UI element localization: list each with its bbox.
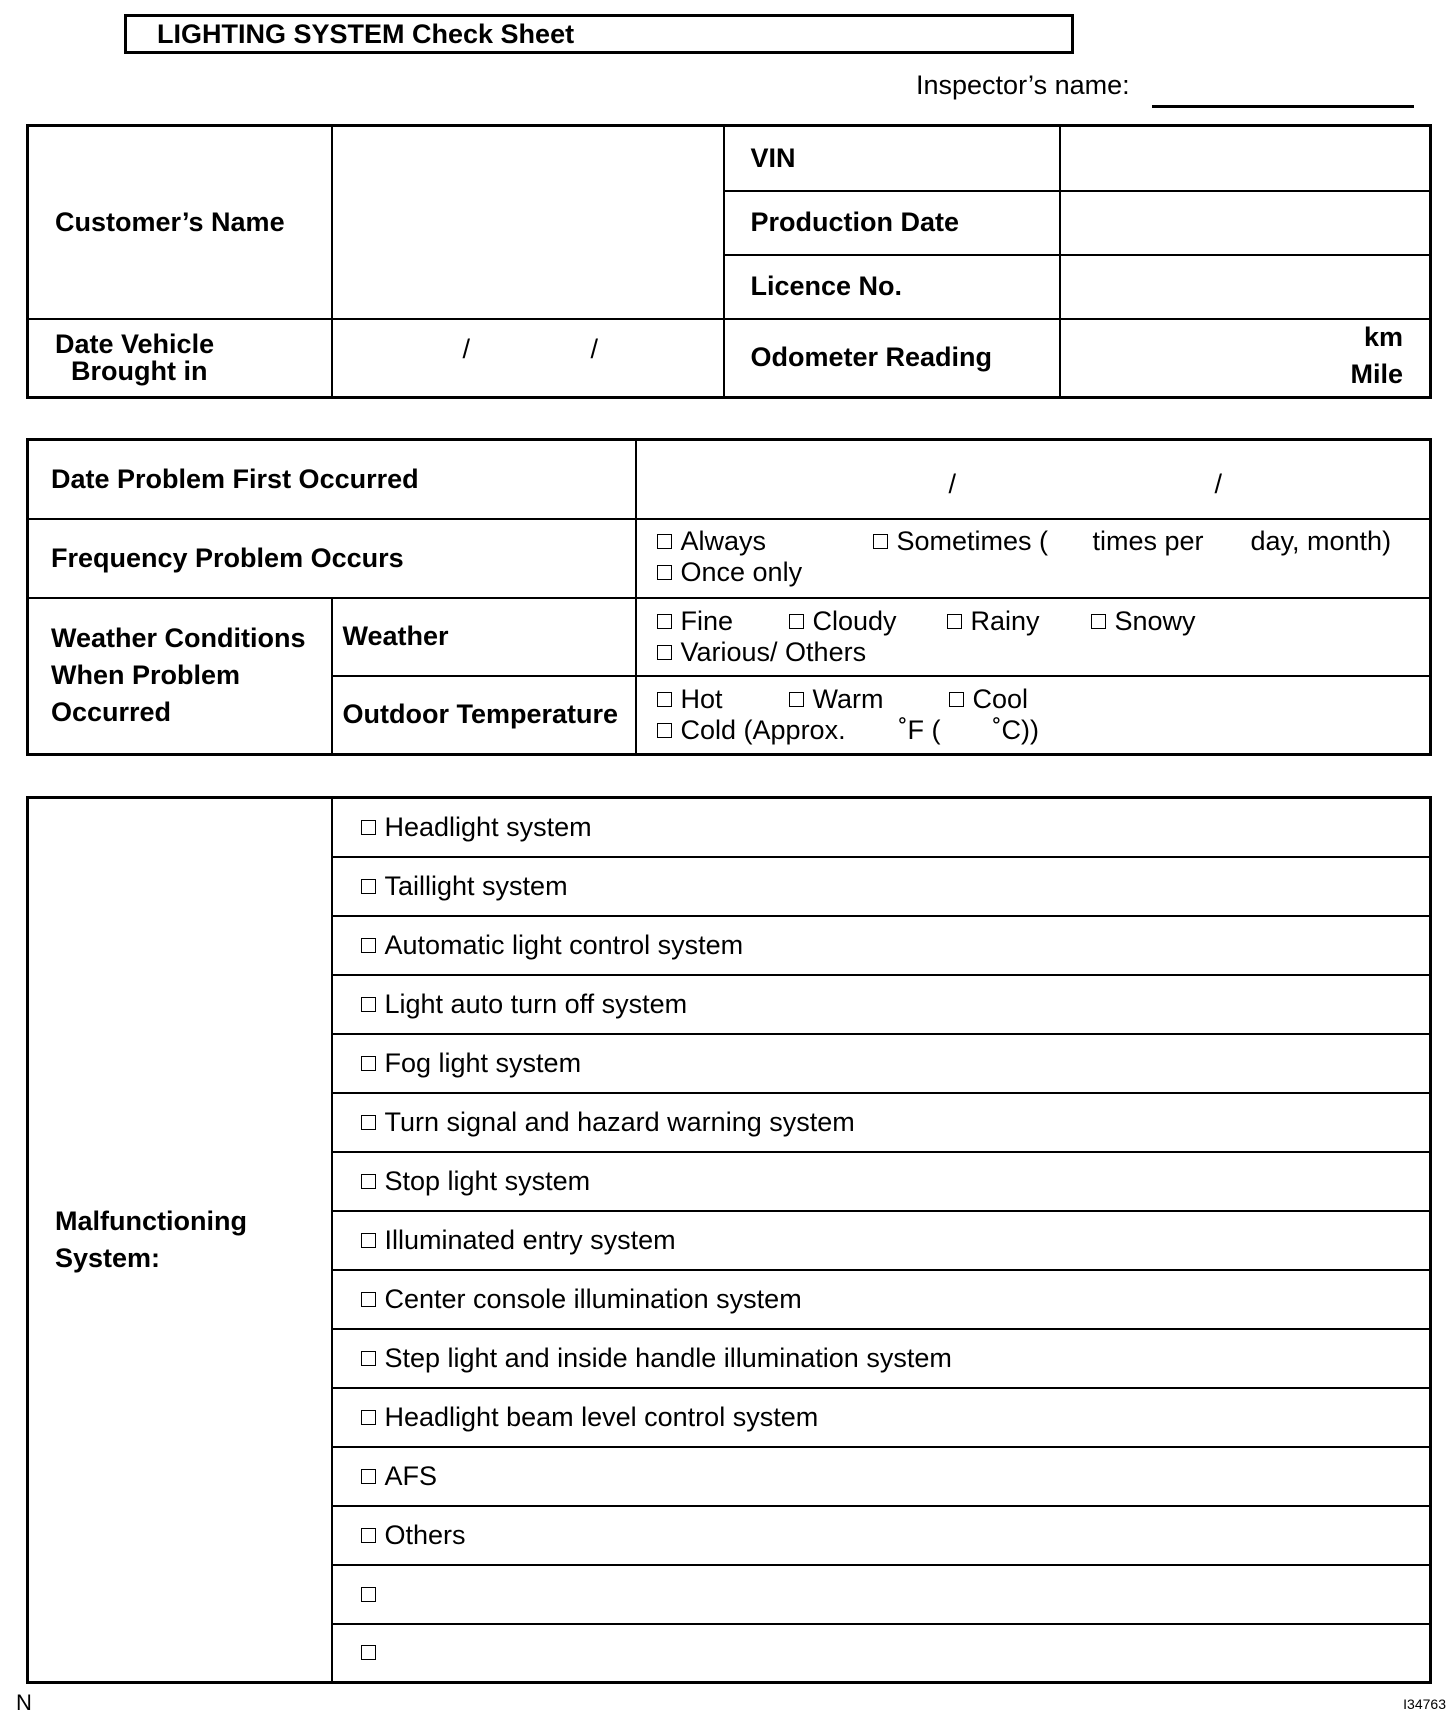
date-brought-in-label-line2: Brought in <box>71 355 208 386</box>
weather-options <box>636 598 1431 676</box>
date-separator: / <box>948 469 957 499</box>
malfunction-item[interactable] <box>332 1152 1431 1211</box>
unit-mile: Mile <box>1350 358 1403 389</box>
temp-cold-option[interactable] <box>657 715 846 746</box>
malfunction-item[interactable] <box>332 1329 1431 1388</box>
temp-hot-option[interactable] <box>657 684 723 715</box>
inspector-name-field[interactable] <box>1152 105 1414 108</box>
weather-rainy-option[interactable] <box>947 606 1040 637</box>
freq-once-label: Once only <box>680 556 803 587</box>
odometer-field[interactable] <box>1060 319 1431 398</box>
malfunction-item-label: AFS <box>384 1460 438 1491</box>
freq-always-label: Always <box>680 525 767 556</box>
malfunction-label-line1: Malfunctioning <box>55 1206 247 1236</box>
freq-sometimes-option[interactable] <box>873 526 1049 557</box>
malfunction-item-blank[interactable] <box>332 1565 1431 1624</box>
freq-day-month-label: day, month) <box>1250 525 1392 556</box>
malfunction-item[interactable] <box>332 1034 1431 1093</box>
weather-conditions-label-line1: Weather Conditions <box>51 623 306 654</box>
malfunction-item[interactable] <box>332 1506 1431 1565</box>
checkbox[interactable] <box>657 692 672 707</box>
weather-cloudy-label: Cloudy <box>812 605 897 636</box>
checkbox[interactable] <box>361 1528 376 1543</box>
malfunction-item-blank[interactable] <box>332 1624 1431 1683</box>
freq-always-option[interactable] <box>657 526 767 557</box>
checkbox[interactable] <box>361 1351 376 1366</box>
malfunction-item-label: Light auto turn off system <box>384 988 688 1019</box>
weather-rainy-label: Rainy <box>970 605 1040 636</box>
date-separator: / <box>590 333 599 364</box>
vin-field[interactable] <box>1060 126 1431 191</box>
inspector-name-label: Inspector’s name: <box>916 70 1130 100</box>
temp-warm-option[interactable] <box>789 684 884 715</box>
temp-cool-option[interactable] <box>949 684 1029 715</box>
frequency-label: Frequency Problem Occurs <box>28 519 636 598</box>
weather-conditions-label-line2: When Problem <box>51 660 241 691</box>
temp-cold-label: Cold (Approx. <box>680 714 846 745</box>
checkbox[interactable] <box>361 820 376 835</box>
malfunction-item-label: Automatic light control system <box>384 929 744 960</box>
date-brought-in-field[interactable] <box>332 319 724 398</box>
weather-conditions-label-line3: Occurred <box>51 697 172 728</box>
date-brought-in-label-line1: Date Vehicle <box>55 328 215 359</box>
date-first-occurred-label: Date Problem First Occurred <box>28 440 636 519</box>
malfunction-table <box>26 796 1432 1684</box>
temperature-options <box>636 676 1431 755</box>
sheet-title: LIGHTING SYSTEM Check Sheet <box>124 14 1074 54</box>
malfunction-item[interactable] <box>332 1447 1431 1506</box>
checkbox[interactable] <box>789 692 804 707</box>
checkbox[interactable] <box>361 1174 376 1189</box>
checkbox[interactable] <box>947 614 962 629</box>
malfunction-item[interactable] <box>332 975 1431 1034</box>
figure-id: I34763 <box>1403 1696 1446 1712</box>
checkbox[interactable] <box>949 692 964 707</box>
weather-cloudy-option[interactable] <box>789 606 897 637</box>
customer-name-field[interactable] <box>332 126 724 319</box>
freq-times-per-label: times per <box>1092 525 1204 556</box>
malfunction-item-label: Turn signal and hazard warning system <box>384 1106 855 1137</box>
malfunction-item[interactable] <box>332 1270 1431 1329</box>
checkbox[interactable] <box>657 534 672 549</box>
malfunction-item-label: Headlight beam level control system <box>384 1401 819 1432</box>
checkbox[interactable] <box>361 1469 376 1484</box>
odometer-label: Odometer Reading <box>724 319 1060 398</box>
checkbox[interactable] <box>1091 614 1106 629</box>
malfunction-item[interactable] <box>332 916 1431 975</box>
weather-fine-option[interactable] <box>657 606 734 637</box>
malfunction-item[interactable] <box>332 1093 1431 1152</box>
outdoor-temperature-label: Outdoor Temperature <box>332 676 636 755</box>
weather-snowy-label: Snowy <box>1114 605 1196 636</box>
date-first-occurred-field[interactable] <box>636 440 1431 519</box>
production-date-label: Production Date <box>724 191 1060 255</box>
checkbox[interactable] <box>873 534 888 549</box>
weather-fine-label: Fine <box>680 605 734 636</box>
checkbox[interactable] <box>789 614 804 629</box>
corner-letter: N <box>16 1690 32 1715</box>
checkbox[interactable] <box>657 723 672 738</box>
malfunction-item-label: Center console illumination system <box>384 1283 802 1314</box>
production-date-field[interactable] <box>1060 191 1431 255</box>
malfunction-item[interactable] <box>332 1388 1431 1447</box>
checkbox[interactable] <box>361 1056 376 1071</box>
malfunction-label <box>28 798 332 1683</box>
malfunction-item-label: Stop light system <box>384 1165 591 1196</box>
malfunction-item[interactable] <box>332 1211 1431 1270</box>
temp-warm-label: Warm <box>812 683 884 714</box>
checkbox[interactable] <box>361 1292 376 1307</box>
malfunction-item[interactable] <box>332 798 1431 857</box>
checkbox[interactable] <box>361 938 376 953</box>
unit-km: km <box>1363 321 1403 352</box>
checkbox[interactable] <box>361 1410 376 1425</box>
malfunction-item-label: Taillight system <box>384 870 568 901</box>
licence-no-label: Licence No. <box>724 255 1060 319</box>
malfunction-item-label: Headlight system <box>384 811 592 842</box>
checkbox[interactable] <box>361 1115 376 1130</box>
vin-label: VIN <box>724 126 1060 191</box>
checkbox[interactable] <box>657 645 672 660</box>
weather-various-label: Various/ Others <box>680 636 867 667</box>
malfunction-item-label: Step light and inside handle illumination system <box>384 1342 952 1373</box>
checkbox[interactable] <box>657 614 672 629</box>
checkbox[interactable] <box>361 879 376 894</box>
weather-conditions-label <box>28 598 332 755</box>
weather-various-option[interactable] <box>657 637 867 668</box>
temp-celsius-label: ˚C)) <box>992 714 1039 745</box>
date-separator: / <box>1214 469 1223 499</box>
freq-sometimes-label: Sometimes ( <box>896 525 1049 556</box>
licence-no-field[interactable] <box>1060 255 1431 319</box>
checkbox[interactable] <box>361 997 376 1012</box>
freq-once-option[interactable] <box>657 557 803 588</box>
malfunction-item-label: Fog light system <box>384 1047 582 1078</box>
frequency-options <box>636 519 1431 598</box>
customer-name-label: Customer’s Name <box>28 126 332 319</box>
malfunction-item-label: Others <box>384 1519 466 1550</box>
temp-hot-label: Hot <box>680 683 723 714</box>
weather-snowy-option[interactable] <box>1091 606 1196 637</box>
conditions-table <box>26 438 1432 756</box>
checkbox[interactable] <box>657 565 672 580</box>
date-separator: / <box>462 333 471 364</box>
malfunction-item[interactable] <box>332 857 1431 916</box>
vehicle-info-table <box>26 124 1432 399</box>
date-brought-in-label <box>28 319 332 398</box>
temp-fahrenheit-label: ˚F ( <box>898 714 941 745</box>
checkbox[interactable] <box>361 1587 376 1602</box>
malfunction-label-line2: System: <box>55 1243 161 1273</box>
checkbox[interactable] <box>361 1645 376 1660</box>
weather-label: Weather <box>332 598 636 676</box>
temp-cool-label: Cool <box>972 683 1029 714</box>
checkbox[interactable] <box>361 1233 376 1248</box>
malfunction-item-label: Illuminated entry system <box>384 1224 676 1255</box>
